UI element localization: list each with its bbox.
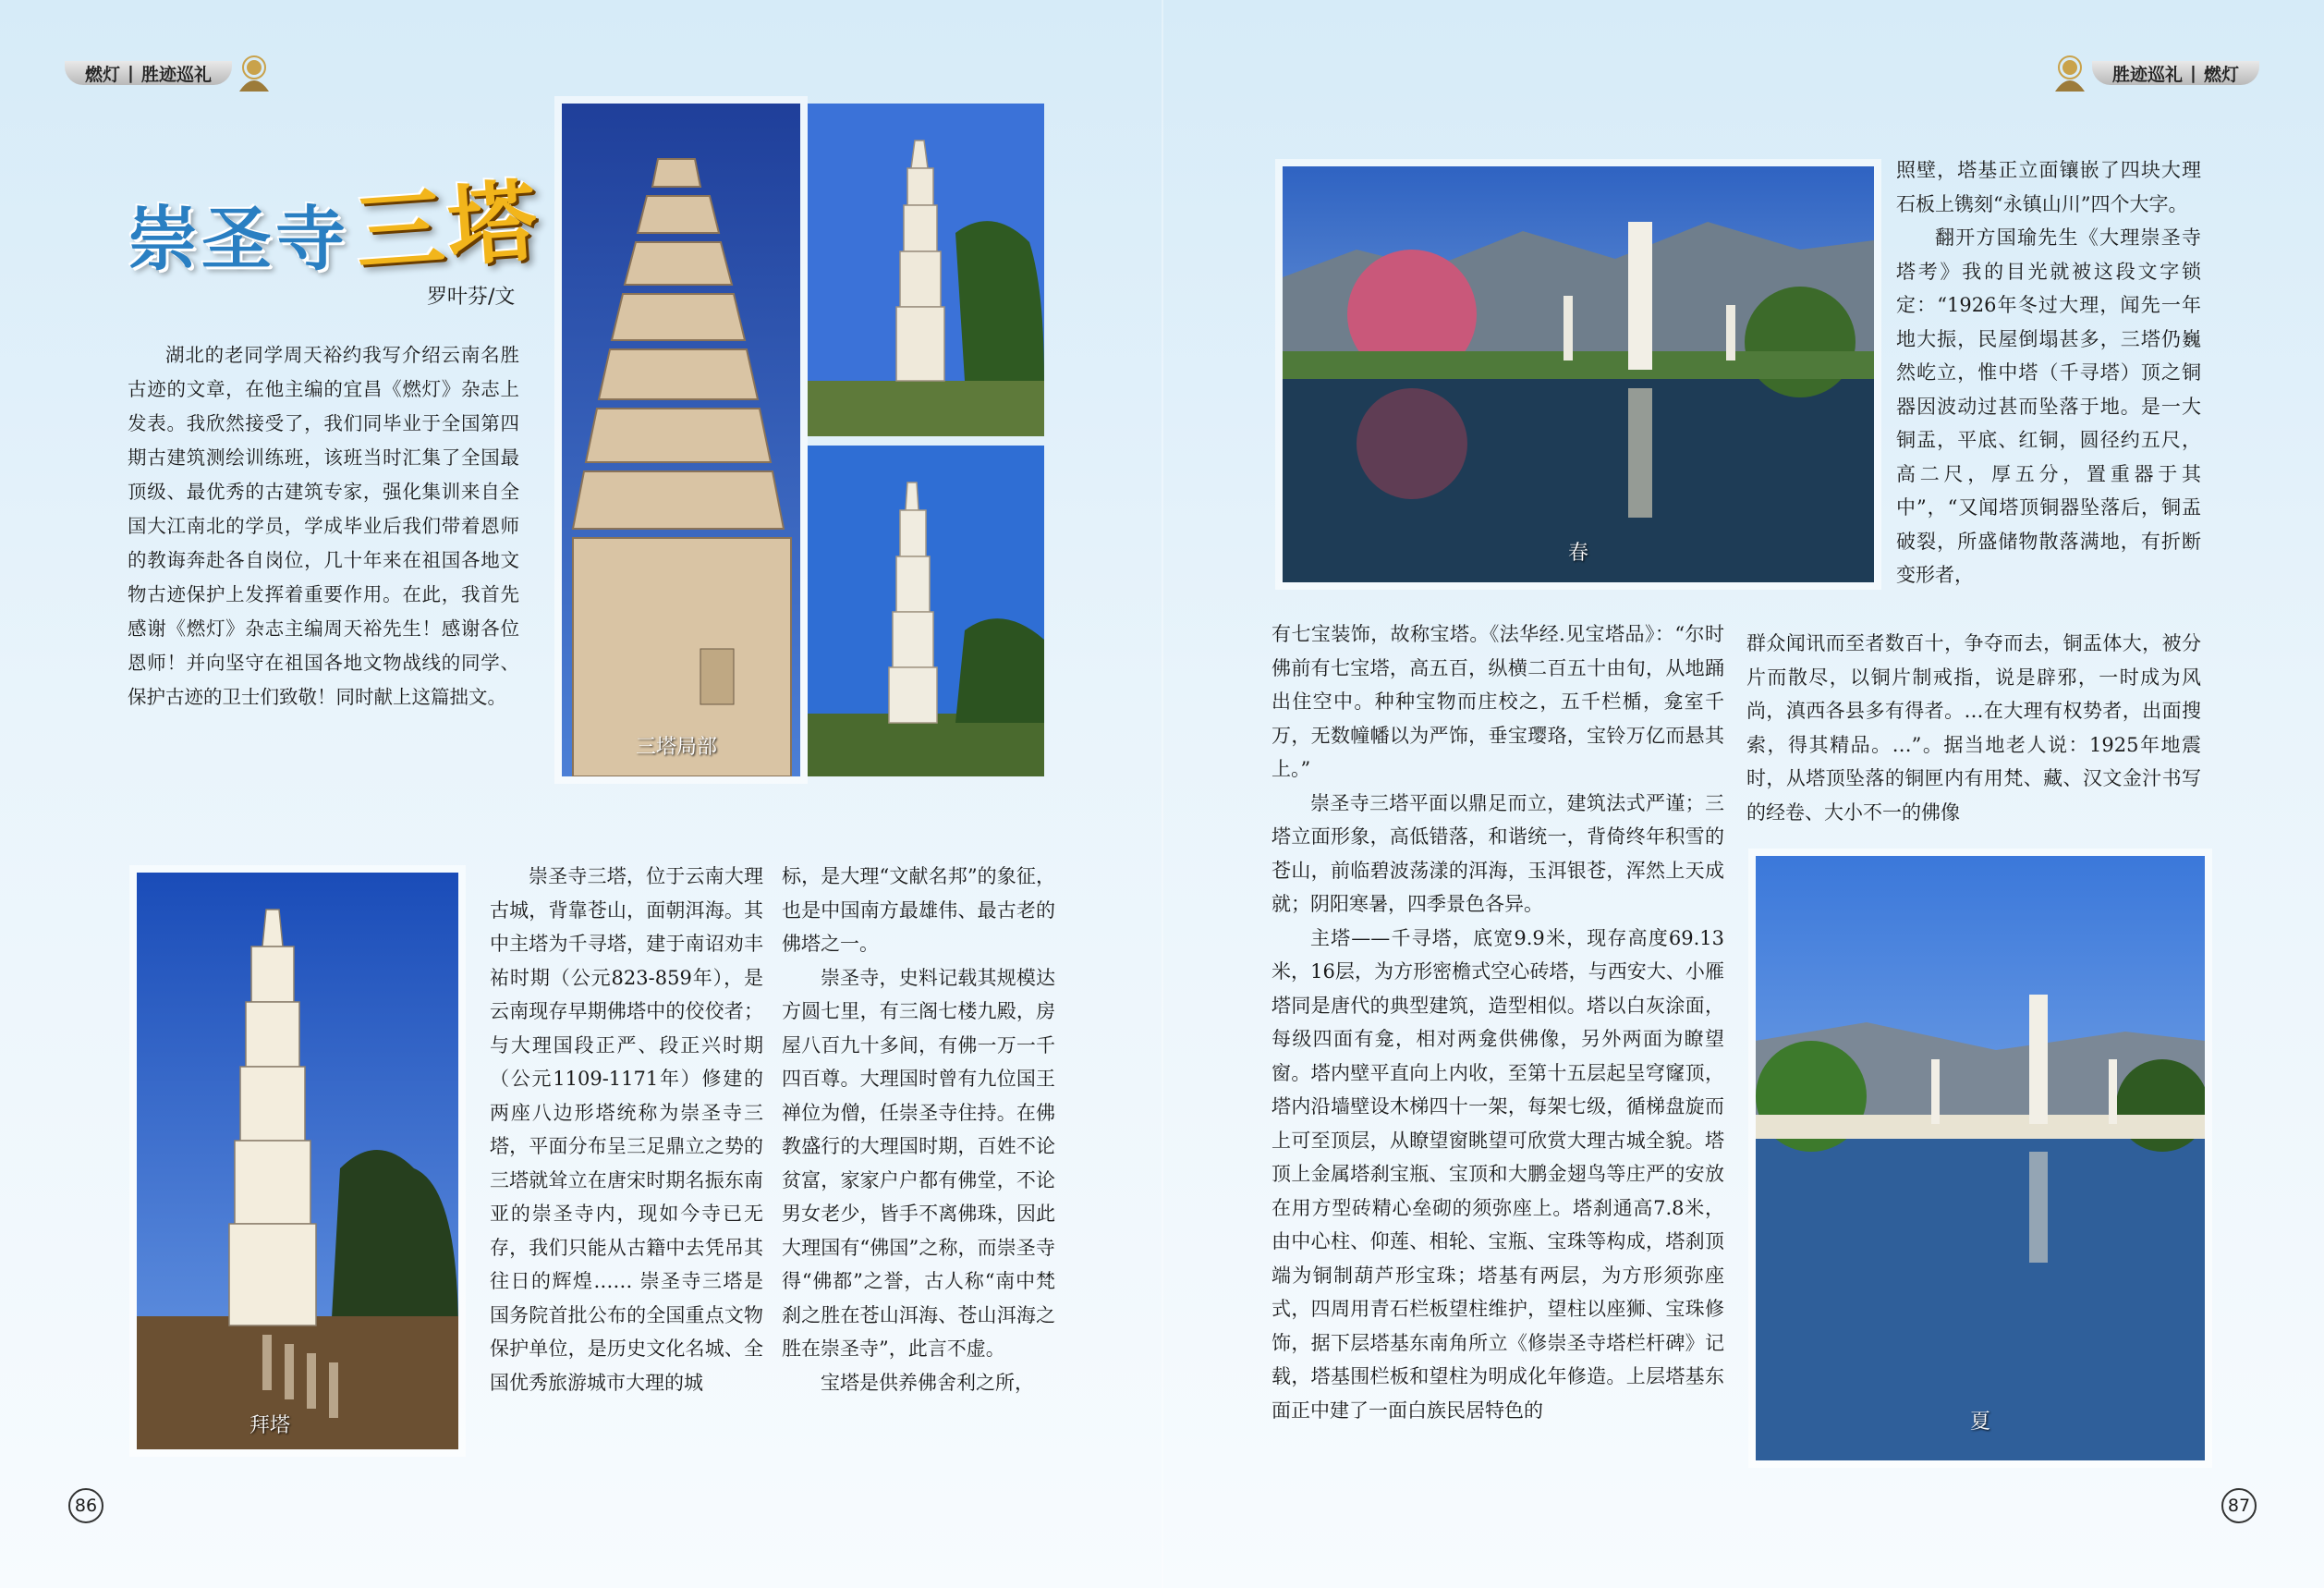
article-title	[128, 157, 544, 286]
col-b-text-2: 崇圣寺，史料记载其规模达方圆七里，有三阁七楼九殿，房屋八百九十多间，有佛一万一千四百尊。大理国时曾有九位国王禅位为僧，任崇圣寺住持。在佛教盛行的大理国时期，百姓不论贫富，家家户户都有佛堂，不论男女老少，皆手不离佛珠，因此大理国有“佛国”之称，而崇圣寺得“佛都”之誉，古人称“南中梵刹之胜在苍山洱海、苍山洱海之胜在崇圣寺”，此言不虚。	[782, 966, 1055, 1360]
header-separator: |	[128, 63, 134, 83]
text-column-e	[1746, 627, 2201, 829]
author-byline: 罗叶芬/文	[427, 286, 516, 309]
photo-pagoda-small-bottom	[808, 446, 1044, 776]
text-column-b	[782, 860, 1055, 1399]
text-column-c	[1272, 617, 1724, 1427]
intro-paragraph	[128, 338, 519, 715]
col-d-text-1: 照壁，塔基正立面镶嵌了四块大理石板上镌刻“永镇山川”四个大字。	[1896, 159, 2201, 215]
title-part-temple: 崇圣寺	[128, 198, 349, 280]
photo-worship-pagoda	[137, 873, 458, 1449]
text-column-a	[490, 860, 763, 1399]
caption-pagoda-detail: 三塔局部	[636, 736, 718, 759]
buddha-emblem-icon	[2048, 51, 2092, 95]
title-part-pagodas: 三塔	[351, 169, 544, 286]
running-header-right	[2048, 57, 2259, 89]
text-column-d	[1896, 153, 2201, 592]
col-d-text-2: 翻开方国瑜先生《大理崇圣寺塔考》我的目光就被这段文字锁定：“1926年冬过大理，闻先一年地大振，民屋倒塌甚多，三塔仍巍然屹立，惟中塔（千寻塔）顶之铜器因波动过甚而坠落于地。是一大铜盂，平底、红铜，圆径约五尺，高二尺，厚五分，置重器于其中”，“又闻塔顶铜器坠落后，铜盂破裂，所盛储物散落满地，有折断变形者，	[1896, 226, 2201, 586]
col-c-text-3: 主塔——千寻塔，底宽9.9米，现存高度69.13米，16层，为方形密檐式空心砖塔，与西安大、小雁塔同是唐代的典型建筑，造型相似。塔以白灰涂面，每级四面有龛，相对两龛供佛像，另外两面为瞭望窗。塔内壁平直向上内收，至第十五层起呈穹窿顶，塔内沿墙壁设木梯四十一架，每架七级，循梯盘旋而上可至顶层，从瞭望窗眺望可欣赏大理古城全貌。塔顶上金属塔刹宝瓶、宝顶和大鹏金翅鸟等庄严的安放在用方型砖精心垒砌的须弥座上。塔刹通高7.8米，由中心柱、仰莲、相轮、宝瓶、宝珠等构成，塔刹顶端为铜制葫芦形宝珠；塔基有两层，为方形须弥座式，四周用青石栏板望柱维护，望柱以座狮、宝珠修饰，据下层塔基东南角所立《修崇圣寺塔栏杆碑》记载，塔基围栏板和望柱为明成化年修造。上层塔基东面正中建了一面白族民居特色的	[1272, 926, 1724, 1422]
page-number-left: 86	[68, 1488, 103, 1523]
photo-pagoda-small-top	[808, 104, 1044, 436]
caption-summer: 夏	[1969, 1411, 1990, 1434]
col-e-text: 群众闻讯而至者数百十，争夺而去，铜盂体大，被分片而散尽，以铜片制戒指，说是辟邪，一时成为风尚，滇西各县多有得者。…在大理有权势者，出面搜索，得其精品。…”。据当地老人说：1925年地震时，从塔顶坠落的铜匣内有用梵、藏、汉文金汁书写的经卷、大小不一的佛像	[1746, 632, 2201, 824]
col-c-text-2: 崇圣寺三塔平面以鼎足而立，建筑法式严谨；三塔立面形象，高低错落，和谐统一，背倚终年积雪的苍山，前临碧波荡漾的洱海，玉洱银苍，浑然上天成就；阴阳寒暑，四季景色各异。	[1272, 791, 1724, 915]
caption-spring: 春	[1567, 542, 1588, 565]
col-a-text: 崇圣寺三塔，位于云南大理古城，背靠苍山，面朝洱海。其中主塔为千寻塔，建于南诏劝丰祐时期（公元823-859年），是云南现存早期佛塔中的佼佼者；与大理国段正严、段正兴时期（公元1109-1171年）修建的两座八边形塔统称为崇圣寺三塔，平面分布呈三足鼎立之势的三塔就耸立在唐宋时期名振东南亚的崇圣寺内，现如今寺已无存，我们只能从古籍中去凭吊其往日的辉煌…… 崇圣寺三塔是国务院首批公布的全国重点文物保护单位，是历史文化名城、全国优秀旅游城市大理的城	[490, 865, 763, 1394]
spread-divider	[1162, 0, 1163, 1588]
page-number-right: 87	[2221, 1488, 2257, 1523]
caption-worship: 拜塔	[249, 1414, 290, 1437]
photo-spring	[1283, 166, 1874, 582]
col-c-text-1: 有七宝装饰，故称宝塔。《法华经.见宝塔品》：“尔时佛前有七宝塔，高五百，纵横二百五十由旬，从地踊出住空中。种种宝物而庄校之，五千栏楯，龛室千万，无数幢幡以为严饰，垂宝璎珞，宝铃万亿而悬其上。”	[1272, 623, 1724, 780]
photo-summer	[1756, 856, 2205, 1460]
col-b-text-3: 宝塔是供养佛舍利之所，	[821, 1371, 1034, 1394]
header-separator: |	[2190, 63, 2196, 83]
header-magazine-label: 燃灯	[85, 64, 121, 85]
col-b-text-1: 标，是大理“文献名邦”的象征，也是中国南方最雄伟、最古老的佛塔之一。	[782, 865, 1055, 955]
buddha-emblem-icon	[232, 51, 276, 95]
intro-text: 湖北的老同学周天裕约我写介绍云南名胜古迹的文章，在他主编的宜昌《燃灯》杂志上发表。我欣然接受了，我们同毕业于全国第四期古建筑测绘训练班，该班当时汇集了全国最顶级、最优秀的古建筑专家，强化集训来自全国大江南北的学员，学成毕业后我们带着恩师的教诲奔赴各自岗位，几十年来在祖国各地文物古迹保护上发挥着重要作用。在此，我首先感谢《燃灯》杂志主编周天裕先生！感谢各位恩师！并向坚守在祖国各地文物战线的同学、保护古迹的卫士们致敬！同时献上这篇拙文。	[128, 344, 519, 708]
running-header-left	[65, 57, 276, 89]
header-magazine-label: 燃灯	[2203, 64, 2239, 85]
photo-pagoda-detail-large	[562, 104, 800, 776]
header-section-label: 胜迹巡礼	[140, 64, 212, 85]
header-section-label: 胜迹巡礼	[2112, 64, 2184, 85]
